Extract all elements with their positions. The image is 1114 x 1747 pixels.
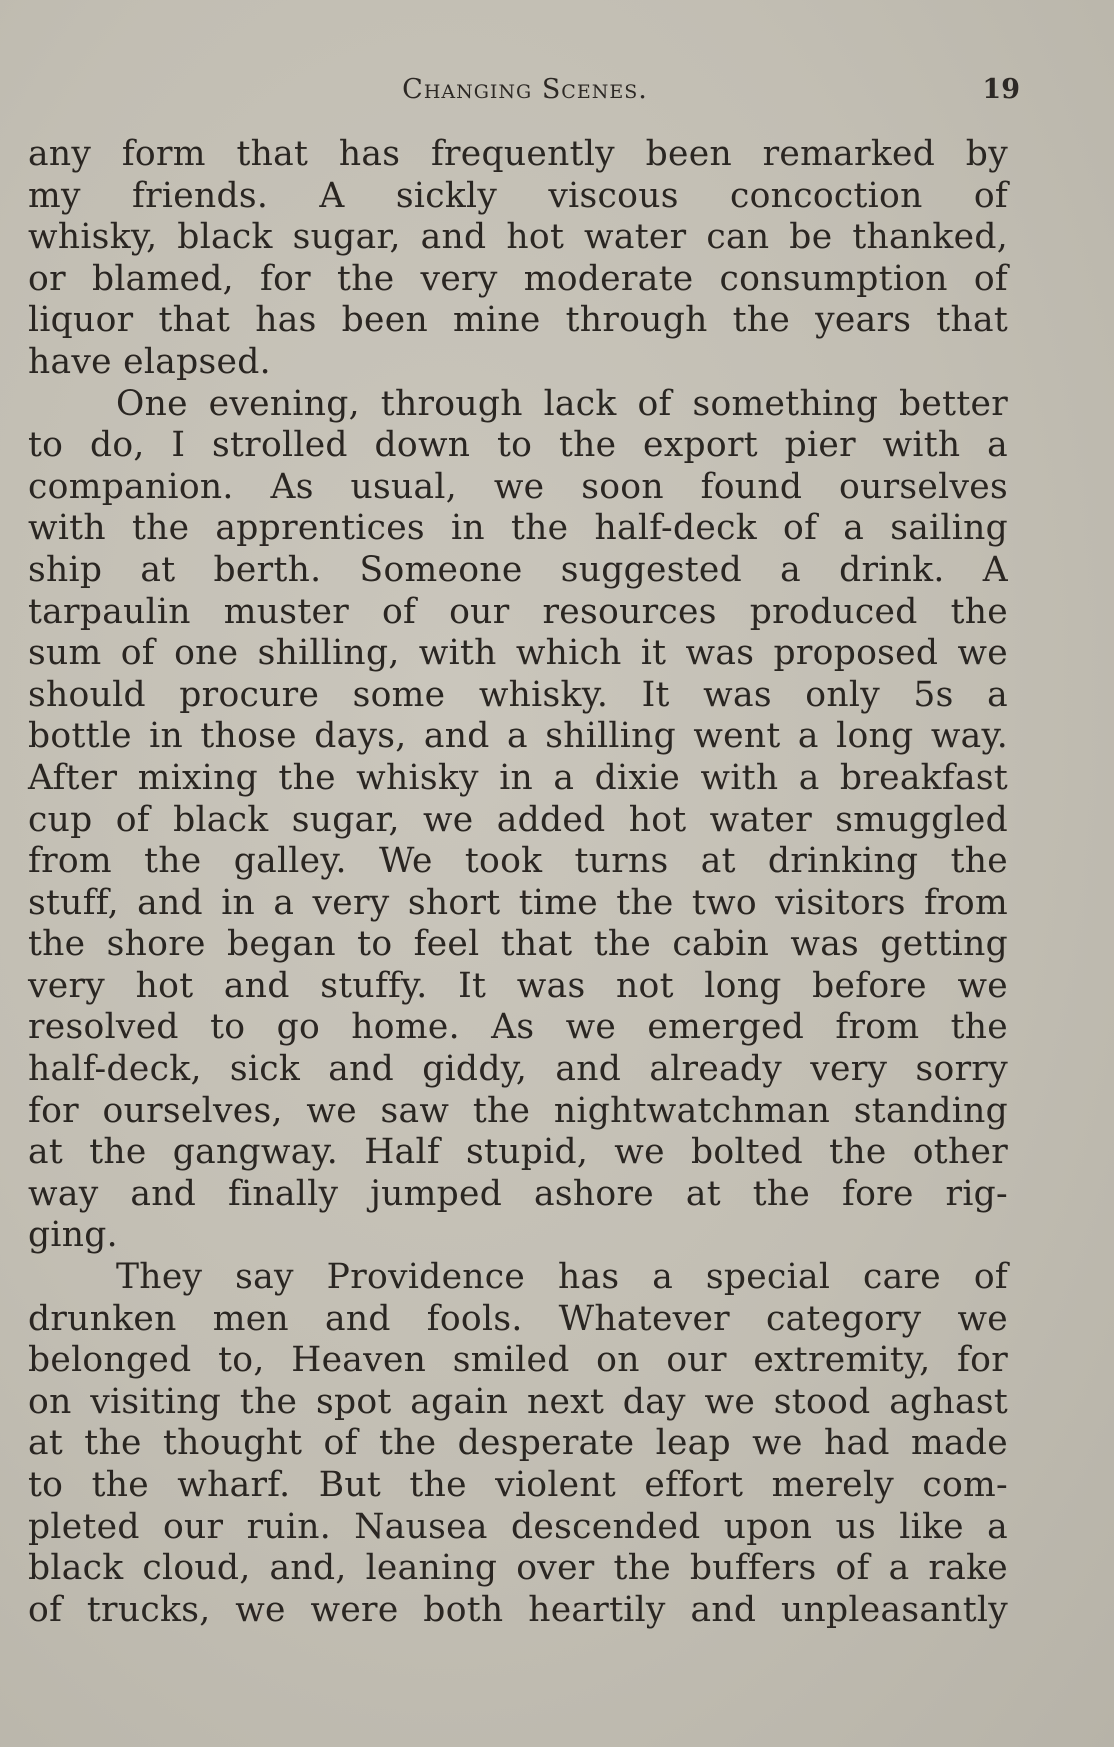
text-line: They say Providence has a special care of [116,1257,1008,1298]
text-line: to the wharf. But the violent effort merely com- [28,1465,1008,1505]
text-line: ging. [28,1215,118,1256]
body-text [28,134,1008,1631]
paragraph-1 [28,134,1008,384]
text-line: After mixing the whisky in a dixie with a breakfast [28,757,1008,798]
text-line: ship at berth. Someone suggested a drink. A [28,549,1008,590]
text-line: any form that has frequently been remarked by [28,134,1008,174]
text-line: One evening, through lack of something better [116,383,1008,424]
text-line: with the apprentices in the half-deck of a sailing [28,508,1008,549]
running-head [30,74,1020,118]
text-line: my friends. A sickly viscous concoction of [28,175,1008,216]
text-line: to do, I strolled down to the export pier with a [28,425,1008,466]
text-line: from the galley. We took turns at drinking the [28,841,1008,882]
text-line: should procure some whisky. It was only 5s a [28,674,1008,715]
text-line: resolved to go home. As we emerged from the [28,1007,1008,1048]
text-line: on visiting the spot again next day we stood aghast [28,1381,1008,1422]
paragraph-3 [28,1257,1008,1631]
text-line: whisky, black sugar, and hot water can be thanked, [28,217,1008,258]
text-line: have elapsed. [28,341,271,382]
running-title: Changing Scenes. [402,74,648,105]
text-line: the shore began to feel that the cabin was getting [28,924,1008,965]
text-line: at the gangway. Half stupid, we bolted the other [28,1132,1008,1173]
text-line: stuff, and in a very short time the two visitors from [28,882,1008,923]
text-line: liquor that has been mine through the years that [28,300,1008,341]
text-line: bottle in those days, and a shilling went a long way. [28,716,1008,757]
text-line: black cloud, and, leaning over the buffers of a rake [28,1548,1008,1589]
text-line: half-deck, sick and giddy, and already very sorry [28,1049,1008,1090]
text-line: tarpaulin muster of our resources produced the [28,591,1008,632]
text-line: cup of black sugar, we added hot water smuggled [28,799,1008,840]
text-line: sum of one shilling, with which it was proposed we [28,633,1008,674]
page-number: 19 [982,74,1020,105]
text-line: of trucks, we were both heartily and unpleasantly [28,1589,1008,1630]
text-line: or blamed, for the very moderate consumption of [28,258,1008,299]
text-line: drunken men and fools. Whatever category we [28,1298,1008,1339]
text-line: companion. As usual, we soon found ourselves [28,466,1008,507]
text-line: pleted our ruin. Nausea descended upon us like a [28,1506,1008,1547]
text-line: at the thought of the desperate leap we had made [28,1423,1008,1464]
text-line: for ourselves, we saw the nightwatchman standing [28,1090,1008,1131]
paragraph-2 [28,384,1008,1257]
text-line: way and finally jumped ashore at the fore rig- [28,1173,1008,1214]
text-line: belonged to, Heaven smiled on our extremity, for [28,1340,1008,1381]
text-line: very hot and stuffy. It was not long before we [28,965,1008,1006]
